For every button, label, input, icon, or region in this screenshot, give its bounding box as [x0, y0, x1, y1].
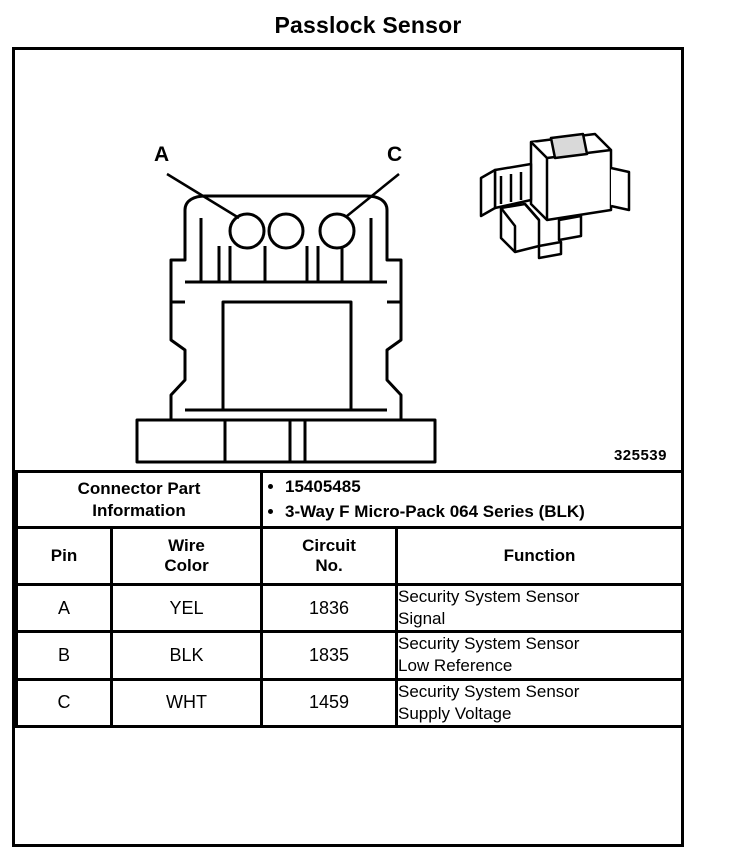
- cell-pin: A: [17, 585, 112, 632]
- table-header-row: [17, 528, 683, 585]
- cell-pin: C: [17, 679, 112, 726]
- header-wire-color-line1: Wire: [168, 535, 205, 555]
- connector-illustration: [15, 50, 681, 470]
- cpi-label-line1: Connector Part: [77, 479, 201, 499]
- header-wire-color-line2: Color: [164, 556, 209, 576]
- page-title: Passlock Sensor: [274, 12, 462, 38]
- cell-function-line1: Security System Sensor: [398, 681, 580, 701]
- header-wire-color: [112, 528, 262, 585]
- callout-label-a: A: [154, 143, 170, 166]
- cell-function-line2: Low Reference: [398, 656, 513, 676]
- cell-circuit-no: 1835: [262, 632, 397, 679]
- header-function: Function: [397, 528, 683, 585]
- table-row: [17, 632, 683, 679]
- cell-function-line1: Security System Sensor: [398, 587, 580, 607]
- content-border: [12, 47, 684, 847]
- cell-function-line2: Signal: [398, 609, 446, 629]
- connector-part-info-values: [262, 472, 683, 528]
- cell-pin: B: [17, 632, 112, 679]
- header-circuit-no: [262, 528, 397, 585]
- list-item: • 15405485: [285, 476, 681, 498]
- connector-part-info-row: [17, 472, 683, 528]
- header-pin: Pin: [17, 528, 112, 585]
- cell-wire-color: WHT: [112, 679, 262, 726]
- header-circuit-line2: No.: [315, 556, 343, 576]
- table-row: [17, 585, 683, 632]
- cell-function: [397, 632, 683, 679]
- cell-circuit-no: 1459: [262, 679, 397, 726]
- cavity-c: [320, 214, 354, 248]
- cell-function-line1: Security System Sensor: [398, 634, 580, 654]
- connector-drawing: [15, 50, 681, 470]
- cell-circuit-no: 1836: [262, 585, 397, 632]
- list-item: • 3-Way F Micro-Pack 064 Series (BLK): [285, 501, 681, 523]
- header-circuit-line1: Circuit: [302, 535, 356, 555]
- cell-function-line2: Supply Voltage: [398, 703, 512, 723]
- callout-label-c: C: [387, 143, 403, 166]
- connector-table: [15, 470, 684, 728]
- figure-part-number: 325539: [613, 447, 667, 464]
- connector-part-info-label: [17, 472, 262, 528]
- cpi-label-line2: Information: [92, 500, 186, 520]
- cavity-b: [269, 214, 303, 248]
- connector-3d-view: [481, 134, 629, 258]
- cell-wire-color: YEL: [112, 585, 262, 632]
- cell-function: [397, 585, 683, 632]
- table-row: [17, 679, 683, 726]
- cell-function: [397, 679, 683, 726]
- cell-wire-color: BLK: [112, 632, 262, 679]
- cavity-a: [230, 214, 264, 248]
